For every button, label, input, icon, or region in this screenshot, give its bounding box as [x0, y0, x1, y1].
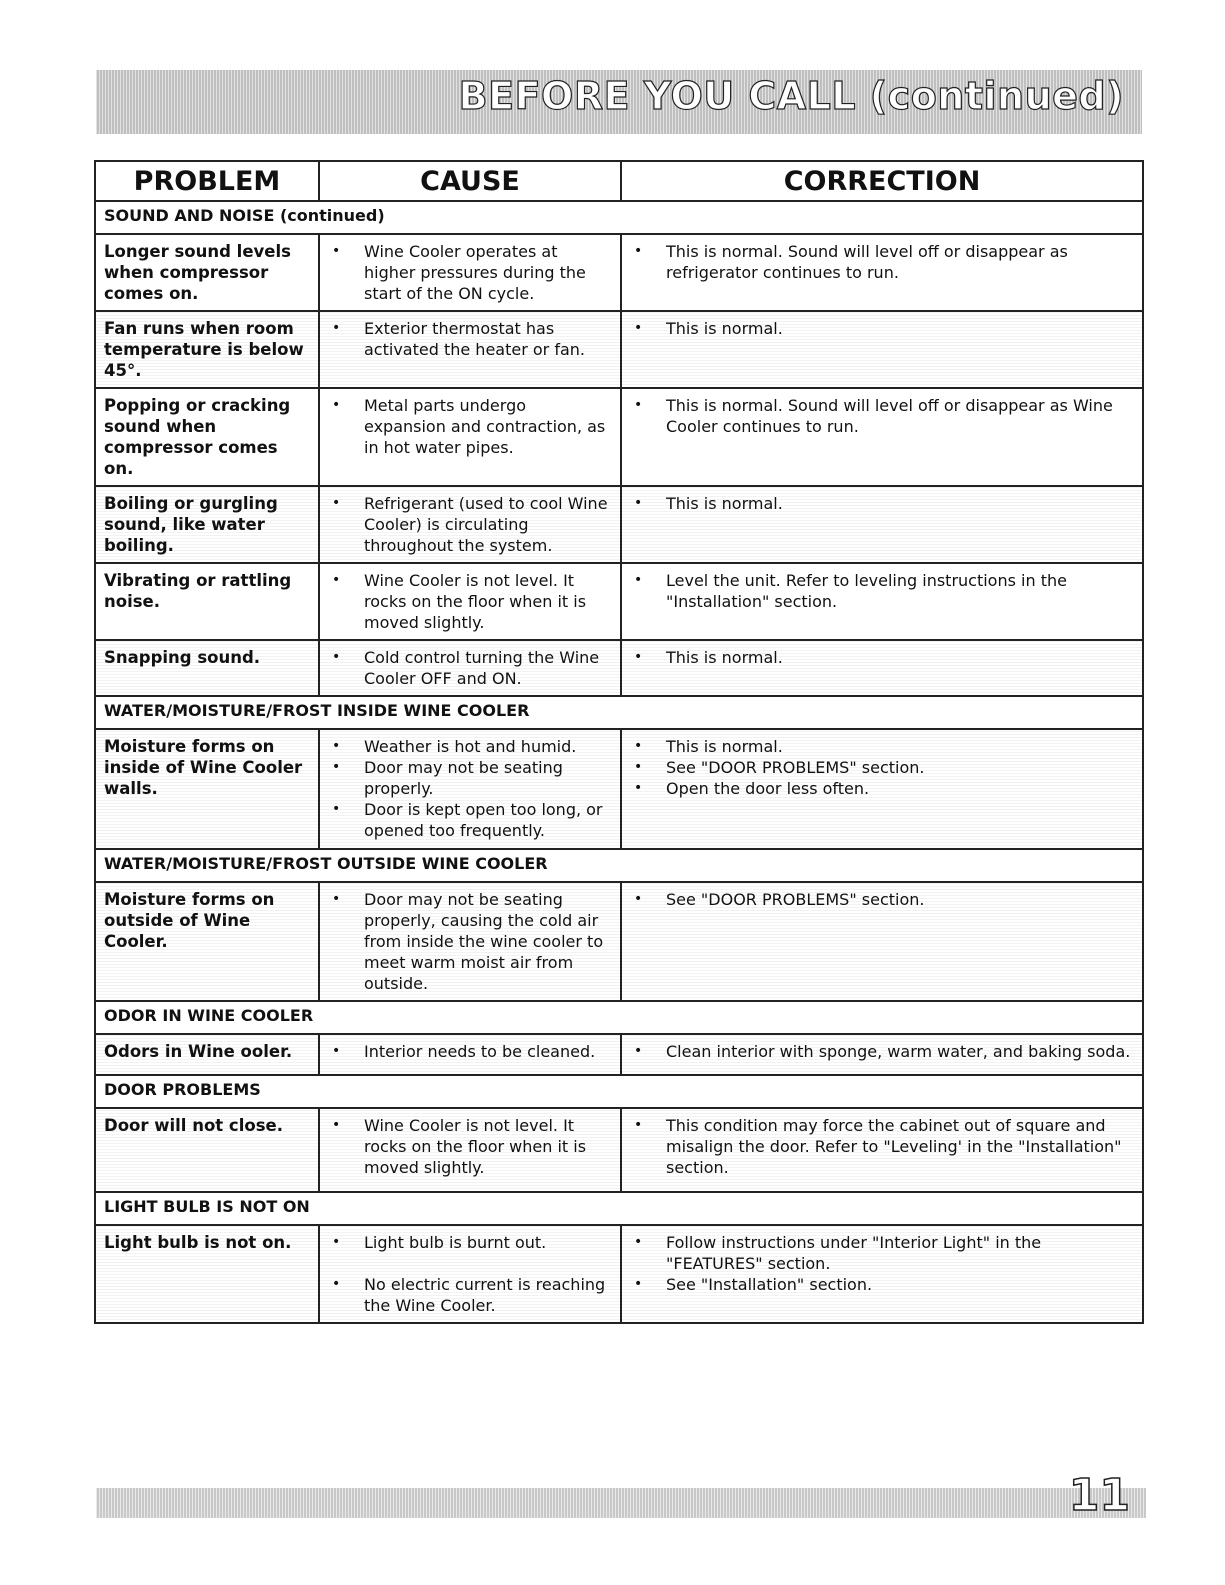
bullet-icon: •	[332, 738, 341, 754]
cause-item	[328, 493, 612, 556]
table-header-row	[95, 161, 1143, 201]
cause-cell	[319, 640, 621, 696]
correction-item	[630, 647, 1134, 668]
correction-item	[630, 1041, 1134, 1062]
bullet-icon: •	[634, 759, 643, 775]
table-row	[95, 486, 1143, 563]
correction-text: This is normal.	[666, 319, 783, 338]
correction-cell	[621, 234, 1143, 311]
correction-text: Follow instructions under "Interior Light" in the "FEATURES" section.	[666, 1233, 1042, 1273]
correction-text: This is normal.	[666, 648, 783, 667]
bullet-icon: •	[634, 891, 643, 907]
correction-item	[630, 889, 1134, 910]
page-banner	[96, 70, 1142, 134]
problem-cell: Moisture forms on outside of Wine Cooler.	[95, 882, 319, 1001]
cause-item	[328, 889, 612, 994]
cause-cell	[319, 729, 621, 849]
table-row	[95, 882, 1143, 1001]
bullet-icon: •	[634, 649, 643, 665]
section-header-row	[95, 849, 1143, 882]
correction-item	[630, 395, 1134, 437]
section-header-row	[95, 696, 1143, 729]
table-row	[95, 1034, 1143, 1075]
correction-item	[630, 570, 1134, 612]
bullet-icon: •	[332, 649, 341, 665]
correction-text: See "Installation" section.	[666, 1275, 873, 1294]
table-row	[95, 1108, 1143, 1192]
table-row	[95, 1225, 1143, 1323]
cause-text: Light bulb is burnt out.	[364, 1233, 547, 1252]
bullet-icon: •	[634, 780, 643, 796]
page-title: BEFORE YOU CALL (continued)	[458, 74, 1124, 118]
section-header-row	[95, 1001, 1143, 1034]
table-row	[95, 729, 1143, 849]
bullet-icon: •	[332, 759, 341, 775]
bullet-icon: •	[634, 320, 643, 336]
section-header-row	[95, 1192, 1143, 1225]
correction-cell	[621, 1034, 1143, 1075]
table-row	[95, 234, 1143, 311]
correction-item	[630, 736, 1134, 757]
bullet-icon: •	[332, 1276, 341, 1292]
bullet-icon: •	[332, 243, 341, 259]
cause-text: Wine Cooler operates at higher pressures during the start of the ON cycle.	[364, 242, 586, 303]
cause-item	[328, 395, 612, 458]
bullet-icon: •	[634, 738, 643, 754]
cause-text: No electric current is reaching the Wine Cooler.	[364, 1275, 606, 1315]
cause-item	[328, 1274, 612, 1316]
section-header-row	[95, 201, 1143, 234]
correction-item	[630, 1115, 1134, 1178]
footer-bar	[96, 1488, 1146, 1518]
cause-item	[328, 1232, 612, 1253]
correction-cell	[621, 729, 1143, 849]
correction-item	[630, 757, 1134, 778]
cause-cell	[319, 234, 621, 311]
correction-cell	[621, 563, 1143, 640]
cause-item	[328, 736, 612, 757]
section-title: LIGHT BULB IS NOT ON	[95, 1192, 1143, 1225]
bullet-icon: •	[634, 1117, 643, 1133]
correction-text: Open the door less often.	[666, 779, 870, 798]
bullet-icon: •	[634, 1276, 643, 1292]
cause-item	[328, 1041, 612, 1062]
cause-item	[328, 1115, 612, 1178]
cause-cell	[319, 388, 621, 486]
problem-cell: Boiling or gurgling sound, like water boiling.	[95, 486, 319, 563]
header-correction: CORRECTION	[621, 161, 1143, 201]
section-header-row	[95, 1075, 1143, 1108]
bullet-icon: •	[634, 1234, 643, 1250]
problem-cell: Snapping sound.	[95, 640, 319, 696]
bullet-icon: •	[332, 397, 341, 413]
table-row	[95, 640, 1143, 696]
cause-text: Wine Cooler is not level. It rocks on the floor when it is moved slightly.	[364, 1116, 587, 1177]
cause-text: Interior needs to be cleaned.	[364, 1042, 596, 1061]
troubleshooting-table	[94, 160, 1144, 1324]
cause-text: Exterior thermostat has activated the heater or fan.	[364, 319, 585, 359]
bullet-icon: •	[332, 801, 341, 817]
cause-item	[328, 570, 612, 633]
correction-text: Level the unit. Refer to leveling instructions in the "Installation" section.	[666, 571, 1067, 611]
cause-item	[328, 799, 612, 841]
correction-text: See "DOOR PROBLEMS" section.	[666, 758, 925, 777]
page-number: 11	[1068, 1470, 1130, 1521]
correction-text: Clean interior with sponge, warm water, and baking soda.	[666, 1042, 1131, 1061]
problem-cell: Door will not close.	[95, 1108, 319, 1192]
cause-item	[328, 647, 612, 689]
table-row	[95, 311, 1143, 388]
section-title: WATER/MOISTURE/FROST INSIDE WINE COOLER	[95, 696, 1143, 729]
cause-cell	[319, 1108, 621, 1192]
bullet-icon: •	[634, 495, 643, 511]
cause-text: Door may not be seating properly, causing the cold air from inside the wine cooler to meet warm moist air from outside.	[364, 890, 604, 993]
problem-cell: Fan runs when room temperature is below 45°.	[95, 311, 319, 388]
problem-cell: Light bulb is not on.	[95, 1225, 319, 1323]
correction-text: See "DOOR PROBLEMS" section.	[666, 890, 925, 909]
header-problem: PROBLEM	[95, 161, 319, 201]
correction-item	[630, 1274, 1134, 1295]
cause-cell	[319, 1034, 621, 1075]
correction-cell	[621, 1225, 1143, 1323]
cause-item	[328, 318, 612, 360]
correction-item	[630, 1232, 1134, 1274]
cause-cell	[319, 563, 621, 640]
correction-cell	[621, 882, 1143, 1001]
cause-text: Door may not be seating properly.	[364, 758, 563, 798]
correction-text: This is normal.	[666, 494, 783, 513]
correction-cell	[621, 311, 1143, 388]
problem-cell: Odors in Wine ooler.	[95, 1034, 319, 1075]
bullet-icon: •	[634, 572, 643, 588]
correction-item	[630, 241, 1134, 283]
section-title: WATER/MOISTURE/FROST OUTSIDE WINE COOLER	[95, 849, 1143, 882]
cause-cell	[319, 311, 621, 388]
bullet-icon: •	[332, 320, 341, 336]
correction-cell	[621, 486, 1143, 563]
correction-text: This condition may force the cabinet out of square and misalign the door. Refer to "Leveling' in the "Installation" section.	[666, 1116, 1122, 1177]
correction-text: This is normal. Sound will level off or disappear as refrigerator continues to run.	[666, 242, 1068, 282]
section-title: SOUND AND NOISE (continued)	[95, 201, 1143, 234]
cause-text: Wine Cooler is not level. It rocks on the floor when it is moved slightly.	[364, 571, 587, 632]
bullet-icon: •	[332, 1234, 341, 1250]
bullet-icon: •	[332, 891, 341, 907]
cause-text: Weather is hot and humid.	[364, 737, 577, 756]
bullet-icon: •	[634, 397, 643, 413]
correction-item	[630, 778, 1134, 799]
cause-text: Cold control turning the Wine Cooler OFF and ON.	[364, 648, 600, 688]
problem-cell: Vibrating or rattling noise.	[95, 563, 319, 640]
bullet-icon: •	[332, 495, 341, 511]
bullet-icon: •	[332, 572, 341, 588]
correction-cell	[621, 1108, 1143, 1192]
bullet-icon: •	[332, 1117, 341, 1133]
correction-item	[630, 493, 1134, 514]
correction-text: This is normal.	[666, 737, 783, 756]
problem-cell: Longer sound levels when compressor comes on.	[95, 234, 319, 311]
section-title: ODOR IN WINE COOLER	[95, 1001, 1143, 1034]
cause-item	[328, 241, 612, 304]
cause-cell	[319, 1225, 621, 1323]
cause-text: Metal parts undergo expansion and contraction, as in hot water pipes.	[364, 396, 606, 457]
problem-cell: Popping or cracking sound when compressor comes on.	[95, 388, 319, 486]
header-cause: CAUSE	[319, 161, 621, 201]
bullet-icon: •	[634, 1043, 643, 1059]
bullet-icon: •	[634, 243, 643, 259]
correction-item	[630, 318, 1134, 339]
problem-cell: Moisture forms on inside of Wine Cooler walls.	[95, 729, 319, 849]
table-row	[95, 388, 1143, 486]
correction-cell	[621, 640, 1143, 696]
section-title: DOOR PROBLEMS	[95, 1075, 1143, 1108]
cause-item	[328, 757, 612, 799]
cause-text: Door is kept open too long, or opened too frequently.	[364, 800, 603, 840]
correction-cell	[621, 388, 1143, 486]
correction-text: This is normal. Sound will level off or disappear as Wine Cooler continues to run.	[666, 396, 1113, 436]
cause-cell	[319, 882, 621, 1001]
cause-cell	[319, 486, 621, 563]
cause-text: Refrigerant (used to cool Wine Cooler) is circulating throughout the system.	[364, 494, 608, 555]
table-row	[95, 563, 1143, 640]
bullet-icon: •	[332, 1043, 341, 1059]
